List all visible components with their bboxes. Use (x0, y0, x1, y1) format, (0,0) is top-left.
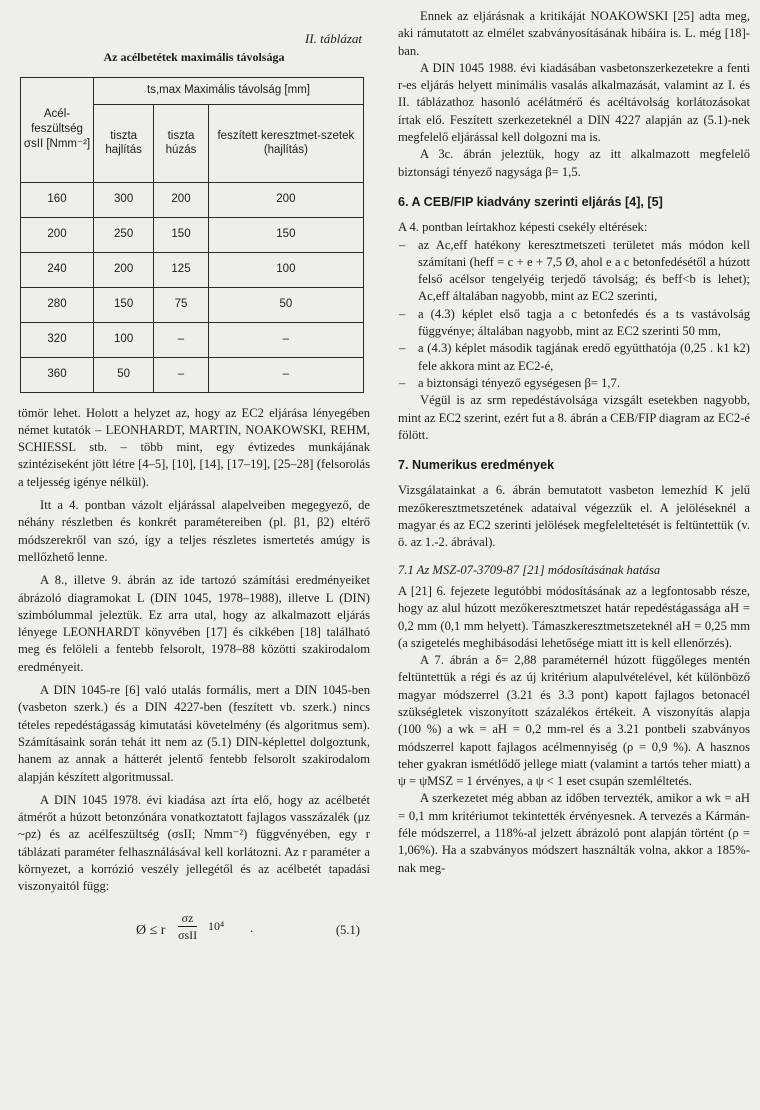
paragraph: A [21] 6. fejezete legutóbbi módosításának az a legfontosabb része, hogy az alul húzott mezőkeresztmetszet határ repedéstágassága aH = 0,2 mm (0,1 mm helyett). Támaszkeresztmetszeteknél aH = 0,25 mm (a szigetelés meghibásodási lehetősége miatt itt is kell ellenőrzés). (398, 583, 750, 650)
table-row (21, 287, 364, 322)
table-title: Az acélbetétek maximális távolsága (103, 50, 285, 65)
paragraph: Itt a 4. pontban vázolt eljárással alapelveiben megegyező, de néhány részletben és konkrét paramétereiben (pl. β1, β2) eltérő módszerekről van szó, így a teljes részletes ismertetés amúgy is mellőzhető lenne. (18, 498, 370, 564)
section-heading-6: 6. A CEB/FIP kiadvány szerinti eljárás [4], [5] (398, 194, 663, 209)
paragraph: Ennek az eljárásnak a kritikáját NOAKOWSKI [25] adta meg, aki rámutatott az elmélet szabványosításának hibáira is. L. még [18]-ban. (398, 9, 750, 58)
equation-5-1 (18, 910, 370, 956)
paragraph: A szerkezetet még abban az időben tervezték, amikor a wk = aH = 0,1 mm kritériumot tekintették érvényesnek. A tervezés a Kármán-féle módszerrel, a 118%-al jelzett ábrázoló pont alapján történt (ρ = 1,06%). Ha a szabványos módszert használták volna, akkor a 185%-nak meg- (398, 791, 750, 875)
paragraph: A 3c. ábrán jeleztük, hogy az itt alkalmazott megfelelő biztonsági tényező nagysága β= 1,5. (398, 147, 750, 179)
table-cell: 360 (21, 357, 94, 392)
equation-denominator: σsII (178, 927, 198, 942)
paragraph: A DIN 1045-re [6] való utalás formális, mert a DIN 1045-ben (vasbeton szerk.) és a DIN 4227-ben (feszített vb. szerk.) nincs tételes repedéstágasság kimutatási követelmény (és algoritmus sem). Számításaink során tehát itt nem az (5.1) DIN-képlettel dolgoztunk, hanem az annak a hátterét jelentő fentebb felsorolt szakirodalom alapján készített algoritmussal. (18, 683, 370, 784)
paragraph: A DIN 1045 1988. évi kiadásában vasbetonszerkezetekre a fenti r-es eljárás helyett minimális vasalás alkalmazását, valamint az I. és II. táblázathoz hasonló acélátmérő és acéltávolság korlátozásokat írtak elő. Feszített szerkezeteknél a DIN 4227 alapján az (5.1)-nek megfelelő eljárással kell dolgozni ma is. (398, 60, 750, 145)
equation-fraction (178, 910, 197, 943)
paragraph: Végül is az srm repedéstávolsága vizsgált esetekben nagyobb, mint az EC2 szerint, ezért fut a 8. ábrán a CEB/FIP diagram az EC2-é fölött. (398, 393, 750, 442)
paragraph: Vizsgálatainkat a 6. ábrán bemutatott vasbeton lemezhíd K jelű mezőkeresztmetszetének adataival végezzük el. A jelöléseknél a magyar és az EC2 szerinti jelölések megfeleltetését is feltüntettük (v. ö. az 1.-2. ábrával). (398, 483, 750, 550)
header-steel-stress: Acél-feszültség σsII [Nmm⁻²] (21, 77, 94, 182)
table-cell: 50 (94, 357, 154, 392)
table-cell: 100 (94, 322, 154, 357)
table-row (21, 252, 364, 287)
list-item: – a (4.3) képlet második tagjának eredő együtthatója (0,25 . k1 k2) fele akkora mint az EC2-é, (398, 340, 750, 375)
table-cell: 150 (154, 217, 209, 252)
subsection-heading-7-1: 7.1 Az MSZ-07-3709-87 [21] módosításának hatása (398, 562, 661, 577)
header-pure-tension: tiszta húzás (154, 104, 209, 182)
table-cell: 300 (94, 182, 154, 217)
paragraph: A 4. pontban leírtakhoz képesti csekély eltérések: (398, 220, 648, 235)
table-cell: 320 (21, 322, 94, 357)
spacing-table (20, 77, 364, 393)
header-max-spacing: ts,max Maximális távolság [mm] (94, 77, 364, 104)
table-cell: – (208, 357, 363, 392)
left-column (18, 8, 370, 956)
right-column (398, 8, 750, 877)
table-row (21, 357, 364, 392)
table-cell: 150 (208, 217, 363, 252)
table-row (21, 182, 364, 217)
table-cell: 200 (208, 182, 363, 217)
list-item: – a biztonsági tényező egységesen β= 1,7. (398, 375, 750, 392)
table-cell: 100 (208, 252, 363, 287)
equation-power: 10⁴ (208, 918, 225, 933)
list-item: – a (4.3) képlet első tagja a c betonfedés és a ts vastávolság függvénye; általában nagyobb, mint az EC2 szerinti 50 mm, (398, 306, 750, 341)
equation-dot: . (250, 920, 254, 935)
table-cell: 75 (154, 287, 209, 322)
table-cell: 240 (21, 252, 94, 287)
table-cell: – (154, 322, 209, 357)
equation-numerator: σz (178, 910, 197, 927)
table-cell: 125 (154, 252, 209, 287)
table-cell: 250 (94, 217, 154, 252)
table-cell: 280 (21, 287, 94, 322)
table-cell: 200 (94, 252, 154, 287)
section-heading-7: 7. Numerikus eredmények (398, 458, 555, 473)
paragraph: A 7. ábrán a δ= 2,88 paraméternél húzott függőleges mentén feltüntettük a régi és az új kritérium alapulvételével, két különböző magyar módszerrel (3.21 és 3.3 pont) kapott fajlagos betonacél szükségletek viszonyított százalékos értékeit. A viszonyítás alapja (100 %) a wk = aH = 0,2 mm-rel és a 3.21 pontbeli szabványos módszerrel kapott fajlagos acélmennyiség (ρ = 0,9 %). A hasznos teher gyakran ismétlődő jellege miatt (valamint a tartós teher miatt) a ψ = ψMSZ = 1 érvényes, a ψ < 1 eset csupán szemléltetés. (398, 653, 750, 789)
table-cell: – (154, 357, 209, 392)
equation-lhs: Ø ≤ r (136, 922, 166, 938)
header-prestressed: feszített keresztmet-szetek (hajlítás) (208, 104, 363, 182)
table-number: II. táblázat (304, 31, 362, 46)
paragraph: A DIN 1045 1978. évi kiadása azt írta elő, hogy az acélbetét átmérőt a húzott betonzónára vonatkoztatott fajlagos vasszázalék (μz ~ρz) és az acélfeszültség (σsII; Nmm⁻²) függvényében, egy r táblázati paraméter felhasználásával kell korlátozni. Az r paraméter a környezet, a korrózió veszély jellegétől és az acélbetét tapadási viszonyaitól függ: (18, 792, 370, 894)
table-cell: – (208, 322, 363, 357)
table-row (21, 322, 364, 357)
equation-number: (5.1) (335, 922, 360, 937)
table-cell: 200 (21, 217, 94, 252)
paragraph: A 8., illetve 9. ábrán az ide tartozó számítási eredményeiket ábrázoló diagramokat L (DIN 1045, 1978–1988), illetve L (DIN) szimbólummal jeleztük. Ez arra utal, hogy az alkalmazott eljárás lényege LEONHARDT könyvében [17] és cikkében [18] található meg és felöleli a fentebb felsorolt, 1978–88 közötti szakirodalom eredményeit. (18, 573, 370, 674)
table-cell: 50 (208, 287, 363, 322)
paragraph: tömör lehet. Holott a helyzet az, hogy az EC2 eljárása lényegében német kutatók – LEONHARDT, MARTIN, NOAKOWSKI, REHM, SCHIESSL stb. – több mint, egy évtizedes munkájának szintéziseként jött létre [4–5], [10], [14], [17–19], [25–28] (felsorolás a teljesség igénye nélkül). (18, 405, 370, 489)
header-pure-bending: tiszta hajlítás (94, 104, 154, 182)
list-item: – az Ac,eff hatékony keresztmetszeti területet más módon kell számítani (heff = c + e + 7,5 Ø, ahol e a c betonfedésétől a húzott felső acélsor tengelyéig terjedő távolság; és beff<b is lehet); Ac,eff általában nagyobb, mint az EC2 szerinti, (398, 237, 750, 306)
table-row (21, 217, 364, 252)
table-cell: 200 (154, 182, 209, 217)
deviation-list (398, 237, 750, 393)
table-cell: 160 (21, 182, 94, 217)
table-cell: 150 (94, 287, 154, 322)
